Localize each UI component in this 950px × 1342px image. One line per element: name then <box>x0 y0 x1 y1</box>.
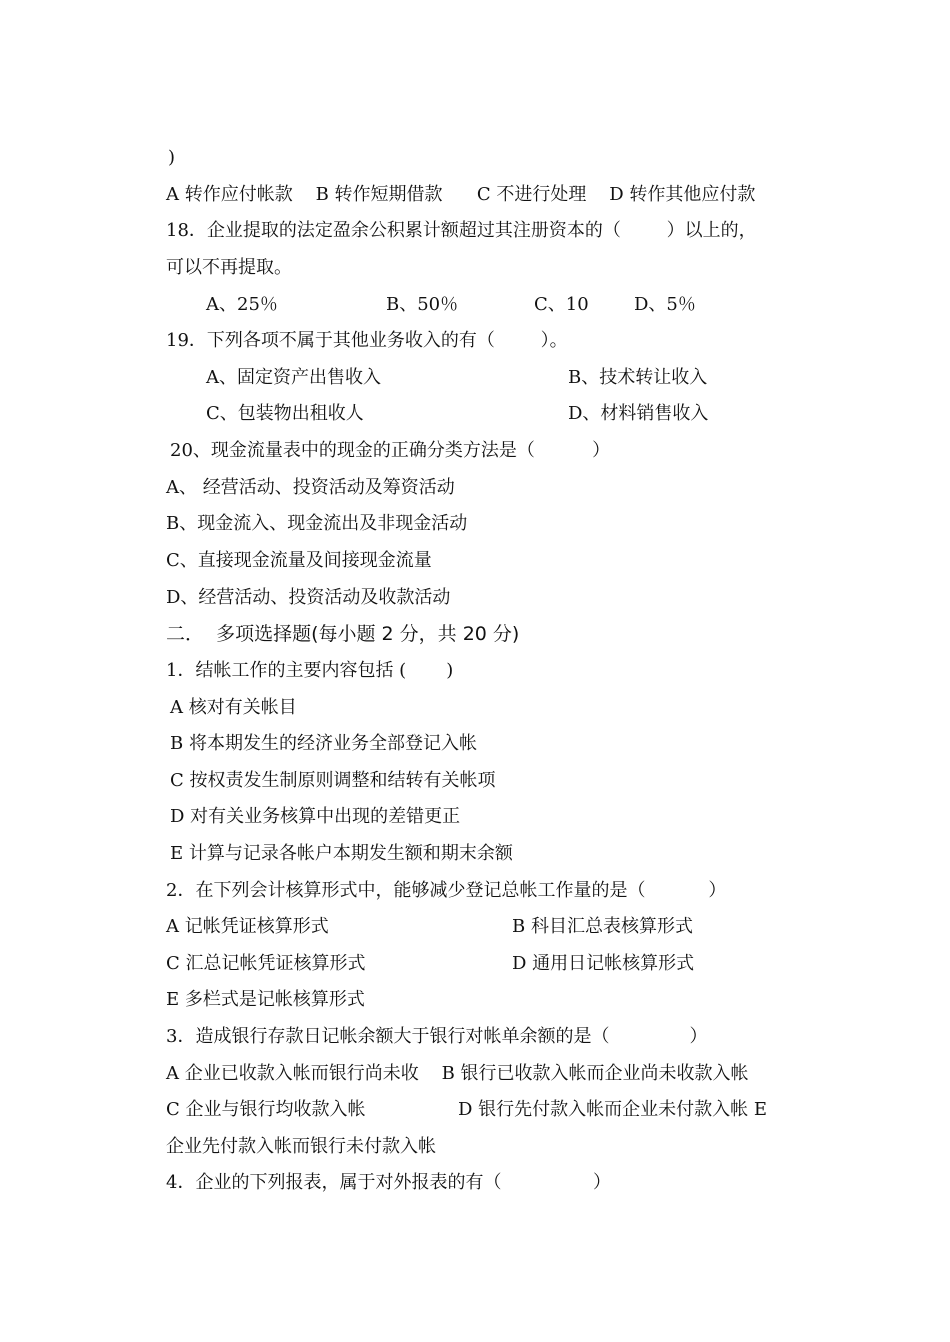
option-c: C、包装物出租收人 <box>206 403 364 424</box>
option-a: A、25％ <box>206 294 278 315</box>
question-20: 20、现金流量表中的现金的正确分类方法是（ ） <box>170 440 611 461</box>
option-e: E 计算与记录各帐户本期发生额和期末余额 <box>170 843 513 864</box>
options-de: D 银行先付款入帐而企业未付款入帐 E <box>458 1099 768 1120</box>
text-line: 企业先付款入帐而银行未付款入帐 <box>166 1136 436 1157</box>
question-3: 3．造成银行存款日记帐余额大于银行对帐单余额的是（ ） <box>166 1026 708 1047</box>
option-b: B、50％ <box>386 294 459 315</box>
option-b: B 科目汇总表核算形式 <box>512 916 693 937</box>
options-ab: A 企业已收款入帐而银行尚未收 B 银行已收款入帐而企业尚未收款入帐 <box>166 1063 749 1084</box>
option-a: A、固定资产出售收入 <box>206 367 381 388</box>
question-19: 19．下列各项不属于其他业务收入的有（ ）。 <box>166 330 568 351</box>
option-a: A 核对有关帐目 <box>170 697 297 718</box>
option-c: C、10 <box>534 294 589 315</box>
question-4: 4．企业的下列报表，属于对外报表的有（ ） <box>166 1172 611 1193</box>
question-1: 1．结帐工作的主要内容包括 ( ) <box>166 660 454 681</box>
option-d: D、5％ <box>634 294 696 315</box>
option-c: C、直接现金流量及间接现金流量 <box>166 550 432 571</box>
text-line: ) <box>168 147 176 168</box>
option-c: C 企业与银行均收款入帐 <box>166 1099 366 1120</box>
question-18: 18．企业提取的法定盈余公积累计额超过其注册资本的（ ）以上的， <box>166 220 757 241</box>
option-d: D、材料销售收入 <box>568 403 709 424</box>
option-e: E 多栏式是记帐核算形式 <box>166 989 365 1010</box>
section-heading: 二． 多项选择题(每小题 2 分，共 20 分) <box>166 623 520 645</box>
option-c: C 汇总记帐凭证核算形式 <box>166 953 366 974</box>
option-c: C 按权责发生制原则调整和结转有关帐项 <box>170 770 496 791</box>
option-d: D 通用日记帐核算形式 <box>512 953 695 974</box>
option-d: D、经营活动、投资活动及收款活动 <box>166 587 451 608</box>
option-a: A 记帐凭证核算形式 <box>166 916 329 937</box>
question-2: 2．在下列会计核算形式中，能够减少登记总帐工作量的是（ ） <box>166 880 727 901</box>
text-line: A 转作应付帐款 B 转作短期借款 C 不进行处理 D 转作其他应付款 <box>166 184 756 205</box>
option-b: B 将本期发生的经济业务全部登记入帐 <box>170 733 477 754</box>
option-d: D 对有关业务核算中出现的差错更正 <box>170 806 461 827</box>
text-line: 可以不再提取。 <box>166 257 292 278</box>
option-a: A、 经营活动、投资活动及筹资活动 <box>166 477 455 498</box>
option-b: B、现金流入、现金流出及非现金活动 <box>166 513 468 534</box>
option-b: B、技术转让收入 <box>568 367 708 388</box>
